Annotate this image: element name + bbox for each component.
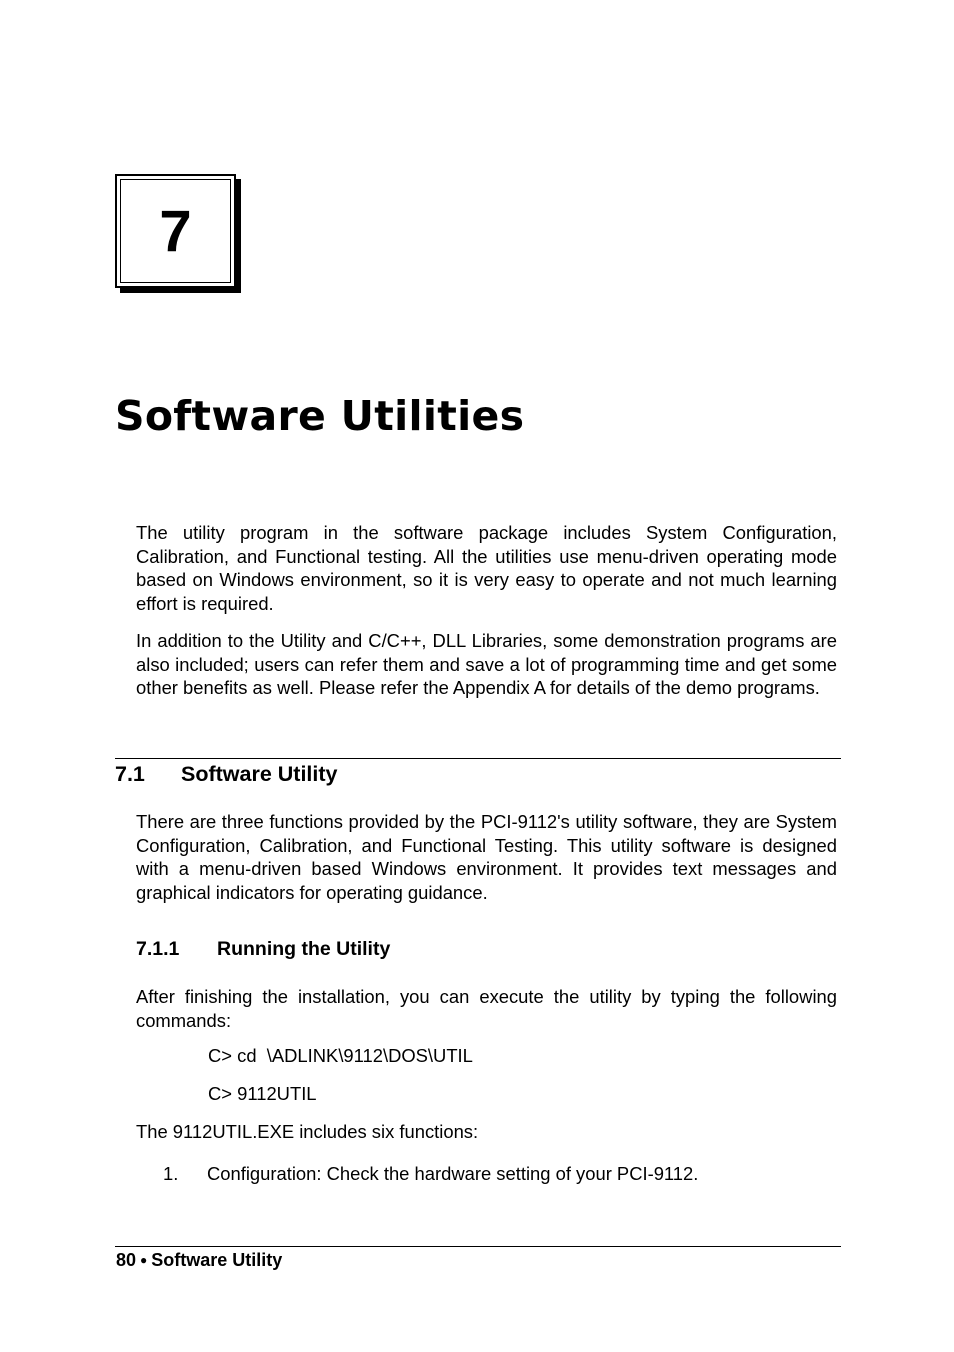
- chapter-number-box: [115, 174, 236, 288]
- subsection-title: Running the Utility: [217, 938, 391, 960]
- subsection-number: 7.1.1: [136, 938, 180, 960]
- section-title: Software Utility: [181, 762, 338, 786]
- subsection-heading-7-1-1: [136, 938, 390, 961]
- subsection-paragraph: After finishing the installation, you can execute the utility by typing the following commands:: [136, 986, 837, 1031]
- list-text: Configuration: Check the hardware setting of your PCI-9112.: [207, 1163, 699, 1184]
- footer-label: Software Utility: [151, 1250, 283, 1270]
- list-marker: 1.: [163, 1163, 179, 1184]
- page-number: 80: [116, 1250, 137, 1270]
- footer-divider: [115, 1246, 841, 1247]
- section-heading-7-1: [115, 762, 338, 787]
- section-number: 7.1: [115, 762, 145, 786]
- footer-bullet: ●: [140, 1253, 148, 1267]
- chapter-title: Software Utilities: [115, 392, 525, 440]
- page-footer: [116, 1250, 282, 1271]
- section-paragraph: There are three functions provided by the PCI-9112's utility software, they are System Configuration, Calibration, and Functional Testing. This utility software is designed with a menu-driven based Windows environment. It provides text messages and graphical indicators for operating guidance.: [136, 811, 837, 903]
- intro-paragraph-2: In addition to the Utility and C/C++, DLL Libraries, some demonstration programs are also included; users can refer them and save a lot of programming time and get some other benefits as well. Please refer the Appendix A for details of the demo programs.: [136, 630, 837, 699]
- chapter-number: 7: [120, 179, 231, 283]
- functions-intro: The 9112UTIL.EXE includes six functions:: [136, 1121, 479, 1142]
- section-divider: [115, 758, 841, 759]
- intro-paragraph-1: The utility program in the software package includes System Configuration, Calibration, and Functional testing. All the utilities use menu-driven operating mode based on Windows environment, so it is very easy to operate and not much learning effort is required.: [136, 522, 837, 614]
- command-line-2: C> 9112UTIL: [208, 1083, 317, 1104]
- command-line-1: C> cd \ADLINK\9112\DOS\UTIL: [208, 1045, 473, 1066]
- list-item: [163, 1163, 698, 1185]
